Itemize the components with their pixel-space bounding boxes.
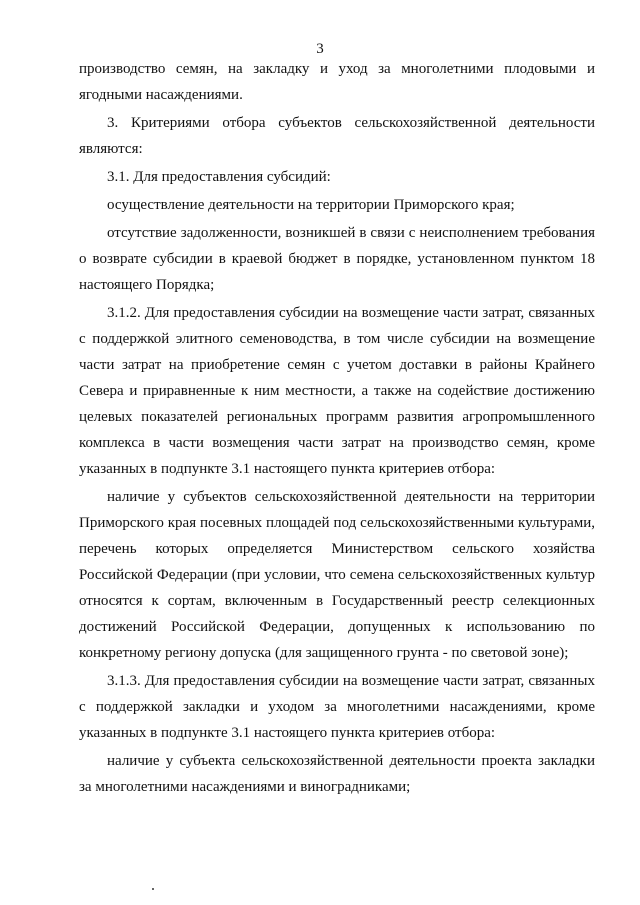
paragraph-territory-condition: осуществление деятельности на территории Приморского края; xyxy=(107,197,515,213)
paragraph-continuation: производство семян, на закладку и уход за многолетними плодовыми и ягодными насаждениями. xyxy=(79,61,595,103)
page-number: 3 xyxy=(316,41,324,57)
paragraph-no-debt-condition: отсутствие задолженности, возникшей в связи с неисполнением требования о возврате субсидии в краевой бюджет в порядке, установленном пунктом 18 настоящего Порядка; xyxy=(79,225,595,293)
paragraph-project-condition: наличие у субъекта сельскохозяйственной деятельности проекта закладки за многолетними насаждениями и виноградниками; xyxy=(79,753,595,795)
paragraph-criteria-intro: 3. Критериями отбора субъектов сельскохозяйственной деятельности являются: xyxy=(79,115,595,157)
paragraph-section-3-1-2: 3.1.2. Для предоставления субсидии на возмещение части затрат, связанных с поддержкой элитного семеноводства, в том числе субсидии на возмещение части затрат на приобретение семян с учетом доставки в районы Крайнего Севера и приравненные к ним местности, а также на содействие достижению целевых показателей региональных программ развития агропромышленного комплекса в части возмещения части затрат на производство семян, кроме указанных в подпункте 3.1 настоящего пункта критериев отбора: xyxy=(79,305,595,477)
document-body xyxy=(79,56,595,800)
paragraph-sowing-area-condition: наличие у субъектов сельскохозяйственной деятельности на территории Приморского края посевных площадей под сельскохозяйственными культурами, перечень которых определяется Министерством сельского хозяйства Российской Федерации (при условии, что семена сельскохозяйственных культур относятся к сортам, включенным в Государственный реестр селекционных достижений Российской Федерации, допущенных к использованию по конкретному региону допуска (для защищенного грунта - по световой зоне); xyxy=(79,489,595,661)
paragraph-section-3-1-3: 3.1.3. Для предоставления субсидии на возмещение части затрат, связанных с поддержкой закладки и уходом за многолетними насаждениями, кроме указанных в подпункте 3.1 настоящего пункта критериев отбора: xyxy=(79,673,595,741)
scan-artifact xyxy=(152,888,154,890)
paragraph-section-3-1: 3.1. Для предоставления субсидий: xyxy=(107,169,331,185)
